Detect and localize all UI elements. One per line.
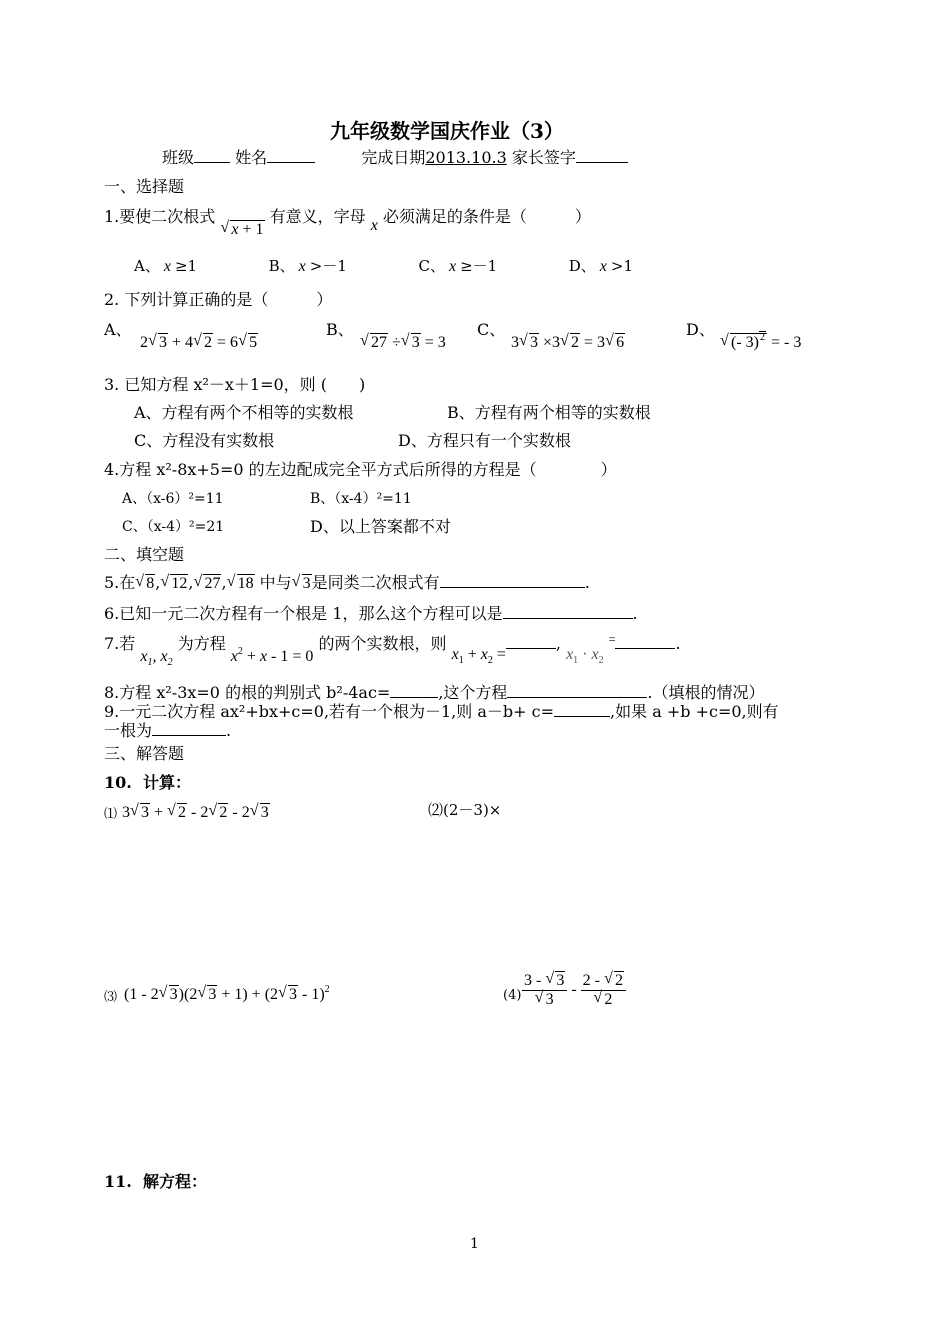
q2-stem: 2. 下列计算正确的是（ ） xyxy=(104,290,333,309)
q2-option-d-label: D、 xyxy=(686,320,715,339)
q7-equation: $x^2 + x - 1 = 0$ xyxy=(230,646,314,665)
q8-blank-1 xyxy=(390,683,438,698)
q5-root-3: √ 3 xyxy=(292,574,312,594)
q8-pre: 8.方程 x²-3x=0 的根的判别式 b²-4ac= xyxy=(104,683,391,702)
date-label: 完成日期 xyxy=(361,148,426,167)
q9-line2-text: 一根为 xyxy=(104,721,153,740)
q9-pre: 9.一元二次方程 ax²+bx+c=0,若有一个根为－1,则 a－b+ c= xyxy=(104,702,555,721)
class-blank xyxy=(194,148,230,163)
q6-blank xyxy=(503,604,633,619)
q1-opt-d-text: >1 xyxy=(610,257,634,275)
q9-blank-2 xyxy=(152,721,226,736)
q1-opt-c-var: x xyxy=(444,258,461,275)
info-line xyxy=(162,148,628,168)
q3-option-c: C、方程没有实数根 xyxy=(134,431,275,450)
q1-stem-mid: 有意义，字母 xyxy=(269,207,366,226)
q7-line: 7.若 $x_1$, $x_2$ 为方程 $x^2 + x - 1 = 0$ 的两个实数根，则 $x_1 + x_2$ =, $x_1 \cdot x_2$ = . xyxy=(104,632,681,668)
q3-stem: 3. 已知方程 x²－x＋1=0，则 ( ) xyxy=(104,375,366,394)
q2-option-a-label: A、 xyxy=(104,320,132,339)
q2-option-c-expr: 3√ 3 ×3√ 2 = 3√ 6 xyxy=(511,334,625,352)
q10-part-4-expr: 3 - √ 3 √ 3 - 2 - √ 2 √ 2 xyxy=(522,972,626,1009)
q1-opt-a-label: A、 xyxy=(134,257,160,275)
q1-opt-b-text: >－1 xyxy=(309,257,347,275)
q5-root-18: √ 18 xyxy=(227,574,255,594)
q10-part-3-label: ⑶ xyxy=(104,990,118,1005)
q8-line xyxy=(104,683,765,703)
q11-heading-text: 解方程： xyxy=(142,1172,207,1191)
q4-option-d: D、以上答案都不对 xyxy=(310,517,451,536)
q1-opt-c-text: ≥－1 xyxy=(460,257,498,275)
q2-option-d-expr: √ (- 3)$^2$ = - 3 xyxy=(720,334,801,352)
q5-line: 5.在√ 8,√ 12,√ 27,√ 18 中与√ 3是同类二次根式有 . xyxy=(104,573,590,594)
q4-stem: 4.方程 x²-8x+5=0 的左边配成完全平方式后所得的方程是（ ） xyxy=(104,460,617,479)
q4-option-c: C、（x-4）²=21 xyxy=(122,519,225,535)
q2-option-b-expr: √ 27 ÷√ 3 = 3 xyxy=(360,334,446,352)
q8-blank-2 xyxy=(507,683,647,698)
q5-post: 中与 xyxy=(259,573,292,592)
section-2-heading: 二、填空题 xyxy=(104,545,185,564)
page-number: 1 xyxy=(470,1236,479,1252)
q10-heading xyxy=(104,773,191,793)
q3-option-b: B、方程有两个相等的实数根 xyxy=(447,403,651,422)
q1-radical: √ x + 1 xyxy=(220,220,264,240)
section-3-heading: 三、解答题 xyxy=(104,744,185,763)
q1-stem-pre: 1.要使二次根式 xyxy=(104,207,216,226)
q4-option-a: A、（x-6）²=11 xyxy=(122,491,224,507)
q10-part-4-label: (4) xyxy=(503,988,522,1003)
q10-heading-text: 计算： xyxy=(142,773,191,792)
q11-heading xyxy=(104,1172,207,1192)
sign-blank xyxy=(576,148,628,163)
q7-roots: $x_1$, $x_2$ xyxy=(140,648,173,668)
q7-pre: 7.若 xyxy=(104,634,136,653)
q7-mid: 为方程 xyxy=(177,634,226,653)
q1-opt-b-label: B、 xyxy=(268,257,295,275)
q10-part-1-expr: 3√ 3 + √ 2 - 2√ 2 - 2√ 3 xyxy=(122,804,270,822)
date-value: 2013.10.3 xyxy=(425,148,507,167)
q7-sum-blank xyxy=(506,640,556,649)
q1-opt-a-var: x xyxy=(159,258,175,275)
q8-mid: ,这个方程 xyxy=(438,683,508,702)
q5-root-27: √ 27 xyxy=(193,574,221,594)
section-1-heading: 一、选择题 xyxy=(104,177,185,196)
q9-line-2: 一根为 . xyxy=(104,721,232,740)
q1-options xyxy=(134,256,633,277)
q1-opt-c-label: C、 xyxy=(418,257,445,275)
q6-text: 6.已知一元二次方程有一个根是 1，那么这个方程可以是 xyxy=(104,604,503,623)
q5-blank xyxy=(440,573,585,588)
q1-stem xyxy=(104,207,591,238)
name-blank xyxy=(267,148,315,163)
q10-part-3-expr: (1 - 2√ 3)(2√ 3 + 1) + (2√ 3 - 1)$^2$ xyxy=(124,986,330,1004)
q4-option-b: B、（x-4）²=11 xyxy=(310,491,412,507)
q5-post2: 是同类二次根式有 xyxy=(311,573,440,592)
q2-option-a-expr: 2√ 3 + 4√ 2 = 6√ 5 xyxy=(140,334,258,352)
sign-label: 家长签字 xyxy=(511,148,576,167)
q1-stem-post: 必须满足的条件是（ ） xyxy=(382,207,591,226)
q1-opt-b-var: x xyxy=(294,258,310,275)
q9-line-1 xyxy=(104,702,779,722)
q8-post: .（填根的情况） xyxy=(647,683,765,702)
q10-part-2: ⑵(2－3)× xyxy=(428,801,502,819)
q9-post: ,如果 a +b +c=0,则有 xyxy=(610,702,779,721)
q5-root-8: √ 8 xyxy=(135,574,155,594)
q7-sum: $x_1 + x_2$ = xyxy=(451,646,506,666)
page-title: 九年级数学国庆作业（3） xyxy=(330,119,564,143)
q6-line: 6.已知一元二次方程有一个根是 1，那么这个方程可以是 . xyxy=(104,604,638,623)
q10-label: 10. xyxy=(104,773,132,792)
q3-option-a: A、方程有两个不相等的实数根 xyxy=(134,403,354,422)
q11-label: 11. xyxy=(104,1172,132,1191)
q1-var-x: x xyxy=(370,217,378,234)
q3-option-d: D、方程只有一个实数根 xyxy=(398,431,571,450)
q7-post: 的两个实数根，则 xyxy=(318,634,447,653)
class-label: 班级 xyxy=(162,148,195,167)
q7-product-blank xyxy=(615,640,675,649)
q2-option-c-label: C、 xyxy=(477,320,506,339)
q7-product: $x_1 \cdot x_2$ xyxy=(566,646,604,666)
q10-part-1-label: ⑴ xyxy=(104,807,118,822)
q1-opt-d-label: D、 xyxy=(568,257,596,275)
q2-option-b-label: B、 xyxy=(326,320,354,339)
q5-pre: 5.在 xyxy=(104,573,136,592)
q1-opt-d-var: x xyxy=(595,258,611,275)
q1-opt-a-text: ≥1 xyxy=(174,257,198,275)
q5-root-12: √ 12 xyxy=(160,574,188,594)
q9-blank-1 xyxy=(554,702,610,717)
name-label: 姓名 xyxy=(235,148,268,167)
